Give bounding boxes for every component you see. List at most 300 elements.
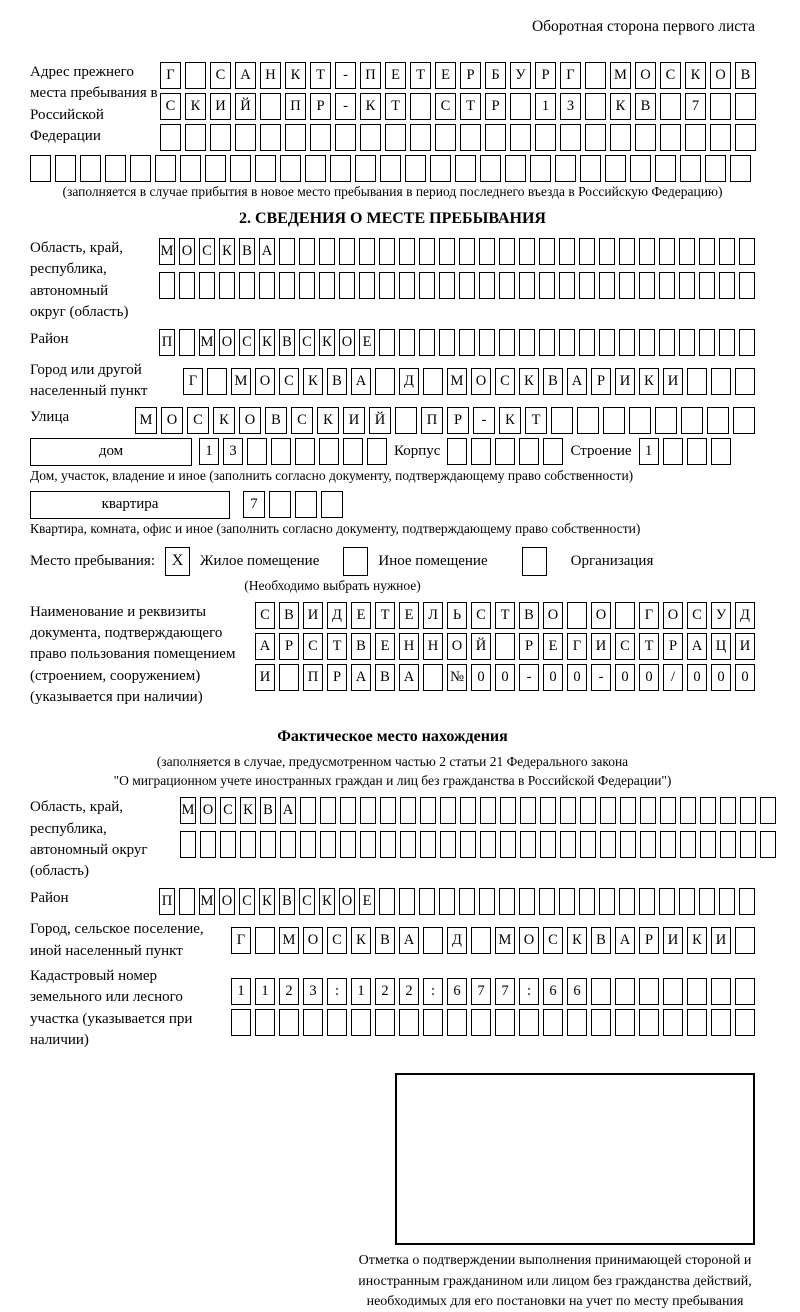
grid-cell[interactable] [680,797,696,824]
grid-cell[interactable] [659,272,675,299]
grid-cell[interactable] [585,62,606,89]
grid-cell[interactable]: Р [591,368,611,395]
grid-cell[interactable]: С [687,602,707,629]
grid-cell[interactable]: В [260,797,276,824]
grid-cell[interactable] [599,238,615,265]
grid-cell[interactable]: А [399,927,419,954]
grid-cell[interactable] [620,797,636,824]
grid-cell[interactable] [710,124,731,151]
grid-cell[interactable]: И [711,927,731,954]
grid-cell[interactable]: Р [460,62,481,89]
grid-cell[interactable] [423,927,443,954]
grid-cell[interactable] [680,831,696,858]
grid-cell[interactable]: Р [535,62,556,89]
grid-cell[interactable] [520,797,536,824]
grid-cell[interactable]: С [660,62,681,89]
grid-cell[interactable]: К [259,888,275,915]
grid-cell[interactable] [247,438,267,465]
grid-cell[interactable]: С [435,93,456,120]
grid-cell[interactable] [499,888,515,915]
grid-cell[interactable] [629,407,651,434]
grid-cell[interactable] [711,368,731,395]
grid-cell[interactable]: М [199,888,215,915]
grid-cell[interactable] [733,407,755,434]
grid-cell[interactable] [540,797,556,824]
grid-cell[interactable] [499,238,515,265]
grid-cell[interactable]: С [220,797,236,824]
grid-cell[interactable]: В [735,62,756,89]
grid-cell[interactable]: П [159,329,175,356]
grid-cell[interactable] [699,272,715,299]
grid-cell[interactable] [580,797,596,824]
grid-cell[interactable]: А [399,664,419,691]
grid-cell[interactable] [599,888,615,915]
grid-cell[interactable] [380,155,401,182]
grid-cell[interactable] [591,978,611,1005]
grid-cell[interactable] [180,155,201,182]
grid-cell[interactable]: Г [231,927,251,954]
grid-cell[interactable] [219,272,235,299]
grid-cell[interactable]: 2 [399,978,419,1005]
grid-cell[interactable] [540,831,556,858]
grid-cell[interactable] [280,831,296,858]
grid-cell[interactable]: Н [423,633,443,660]
grid-cell[interactable]: О [471,368,491,395]
grid-cell[interactable]: 0 [639,664,659,691]
grid-cell[interactable] [447,1009,467,1036]
grid-cell[interactable]: Г [639,602,659,629]
grid-cell[interactable]: Е [543,633,563,660]
grid-cell[interactable]: О [339,329,355,356]
grid-cell[interactable] [685,124,706,151]
grid-cell[interactable] [207,368,227,395]
grid-cell[interactable]: П [285,93,306,120]
grid-cell[interactable]: Р [279,633,299,660]
grid-cell[interactable] [740,797,756,824]
grid-cell[interactable]: С [239,329,255,356]
grid-cell[interactable]: 6 [447,978,467,1005]
grid-cell[interactable]: 0 [471,664,491,691]
grid-cell[interactable]: В [543,368,563,395]
grid-cell[interactable] [620,831,636,858]
grid-cell[interactable] [271,438,291,465]
grid-cell[interactable] [360,831,376,858]
grid-cell[interactable]: : [327,978,347,1005]
grid-cell[interactable] [340,831,356,858]
grid-cell[interactable]: К [351,927,371,954]
grid-cell[interactable] [520,831,536,858]
grid-cell[interactable] [435,124,456,151]
grid-cell[interactable]: С [160,93,181,120]
checkbox-organization[interactable] [522,547,547,576]
grid-cell[interactable]: Р [310,93,331,120]
grid-cell[interactable] [519,238,535,265]
grid-cell[interactable] [351,1009,371,1036]
grid-cell[interactable] [735,978,755,1005]
grid-cell[interactable] [680,155,701,182]
grid-cell[interactable] [460,831,476,858]
grid-cell[interactable]: 0 [711,664,731,691]
grid-cell[interactable]: О [219,329,235,356]
grid-cell[interactable]: Р [447,407,469,434]
grid-cell[interactable] [663,438,683,465]
grid-cell[interactable]: 1 [639,438,659,465]
grid-cell[interactable] [711,438,731,465]
grid-cell[interactable] [199,272,215,299]
grid-cell[interactable] [495,438,515,465]
grid-cell[interactable] [681,407,703,434]
grid-cell[interactable] [615,1009,635,1036]
grid-cell[interactable] [603,407,625,434]
grid-cell[interactable] [279,272,295,299]
grid-cell[interactable]: 0 [495,664,515,691]
grid-cell[interactable]: П [303,664,323,691]
grid-cell[interactable] [600,797,616,824]
grid-cell[interactable]: Е [399,602,419,629]
grid-cell[interactable] [499,272,515,299]
grid-cell[interactable]: К [319,329,335,356]
grid-cell[interactable] [735,927,755,954]
grid-cell[interactable]: Т [460,93,481,120]
grid-cell[interactable] [80,155,101,182]
grid-cell[interactable] [375,368,395,395]
grid-cell[interactable]: 7 [495,978,515,1005]
grid-cell[interactable] [619,238,635,265]
grid-cell[interactable]: С [327,927,347,954]
grid-cell[interactable]: О [635,62,656,89]
grid-cell[interactable] [395,407,417,434]
grid-cell[interactable] [130,155,151,182]
grid-cell[interactable] [439,272,455,299]
grid-cell[interactable] [699,238,715,265]
grid-cell[interactable] [359,272,375,299]
grid-cell[interactable] [255,155,276,182]
grid-cell[interactable]: Б [485,62,506,89]
grid-cell[interactable] [630,155,651,182]
grid-cell[interactable] [255,1009,275,1036]
grid-cell[interactable] [303,1009,323,1036]
grid-cell[interactable]: К [303,368,323,395]
grid-cell[interactable] [459,238,475,265]
grid-cell[interactable] [577,407,599,434]
grid-cell[interactable] [711,978,731,1005]
grid-cell[interactable] [687,1009,707,1036]
grid-cell[interactable] [260,124,281,151]
grid-cell[interactable]: С [299,329,315,356]
grid-cell[interactable] [231,1009,251,1036]
grid-cell[interactable] [705,155,726,182]
grid-cell[interactable]: Ь [447,602,467,629]
grid-cell[interactable] [471,1009,491,1036]
grid-cell[interactable] [585,93,606,120]
grid-cell[interactable] [735,1009,755,1036]
grid-cell[interactable] [179,329,195,356]
grid-cell[interactable] [510,124,531,151]
grid-cell[interactable]: В [635,93,656,120]
grid-cell[interactable] [719,329,735,356]
grid-cell[interactable] [659,238,675,265]
grid-cell[interactable] [735,368,755,395]
grid-cell[interactable]: У [510,62,531,89]
grid-cell[interactable] [423,368,443,395]
grid-cell[interactable]: Е [359,329,375,356]
grid-cell[interactable] [359,238,375,265]
grid-cell[interactable] [380,797,396,824]
grid-cell[interactable]: А [255,633,275,660]
grid-cell[interactable] [579,888,595,915]
grid-cell[interactable] [500,831,516,858]
grid-cell[interactable] [559,888,575,915]
grid-cell[interactable]: А [615,927,635,954]
grid-cell[interactable]: 1 [351,978,371,1005]
grid-cell[interactable] [423,1009,443,1036]
grid-cell[interactable] [635,124,656,151]
grid-cell[interactable] [560,797,576,824]
grid-cell[interactable] [659,888,675,915]
grid-cell[interactable] [639,888,655,915]
grid-cell[interactable] [539,888,555,915]
grid-cell[interactable] [720,831,736,858]
grid-cell[interactable] [379,238,395,265]
grid-cell[interactable]: 0 [567,664,587,691]
grid-cell[interactable] [687,438,707,465]
grid-cell[interactable] [615,602,635,629]
grid-cell[interactable] [399,272,415,299]
grid-cell[interactable]: 3 [223,438,243,465]
grid-cell[interactable] [327,1009,347,1036]
grid-cell[interactable] [660,831,676,858]
grid-cell[interactable]: 1 [231,978,251,1005]
grid-cell[interactable] [559,238,575,265]
grid-cell[interactable]: И [210,93,231,120]
grid-cell[interactable]: Р [519,633,539,660]
grid-cell[interactable] [269,491,291,518]
grid-cell[interactable] [760,831,776,858]
grid-cell[interactable] [619,888,635,915]
grid-cell[interactable]: А [351,368,371,395]
grid-cell[interactable] [105,155,126,182]
grid-cell[interactable]: Г [560,62,581,89]
grid-cell[interactable] [200,831,216,858]
grid-cell[interactable] [279,1009,299,1036]
grid-cell[interactable] [720,797,736,824]
grid-cell[interactable] [580,831,596,858]
grid-cell[interactable] [160,124,181,151]
grid-cell[interactable] [719,272,735,299]
grid-cell[interactable] [479,238,495,265]
grid-cell[interactable] [479,888,495,915]
grid-cell[interactable]: - [519,664,539,691]
grid-cell[interactable] [591,1009,611,1036]
grid-cell[interactable] [543,438,563,465]
grid-cell[interactable]: О [239,407,261,434]
grid-cell[interactable] [659,329,675,356]
grid-cell[interactable]: Г [183,368,203,395]
grid-cell[interactable] [660,797,676,824]
grid-cell[interactable]: А [280,797,296,824]
grid-cell[interactable]: 0 [615,664,635,691]
grid-cell[interactable] [459,888,475,915]
grid-cell[interactable]: П [360,62,381,89]
grid-cell[interactable] [255,927,275,954]
grid-cell[interactable]: 0 [543,664,563,691]
grid-cell[interactable] [739,238,755,265]
grid-cell[interactable] [240,831,256,858]
grid-cell[interactable] [459,329,475,356]
grid-cell[interactable]: Й [235,93,256,120]
grid-cell[interactable]: О [303,927,323,954]
grid-cell[interactable] [679,238,695,265]
grid-cell[interactable] [585,124,606,151]
grid-cell[interactable]: А [351,664,371,691]
grid-cell[interactable] [479,329,495,356]
grid-cell[interactable] [159,272,175,299]
grid-cell[interactable]: О [519,927,539,954]
grid-cell[interactable]: С [279,368,299,395]
grid-cell[interactable]: М [180,797,196,824]
grid-cell[interactable] [679,272,695,299]
grid-cell[interactable]: 3 [303,978,323,1005]
grid-cell[interactable] [679,329,695,356]
grid-cell[interactable]: Р [485,93,506,120]
grid-cell[interactable]: О [255,368,275,395]
grid-cell[interactable]: К [610,93,631,120]
grid-cell[interactable] [700,831,716,858]
grid-cell[interactable] [419,272,435,299]
grid-cell[interactable]: Д [447,927,467,954]
grid-cell[interactable] [330,155,351,182]
grid-cell[interactable]: О [339,888,355,915]
grid-cell[interactable] [555,155,576,182]
grid-cell[interactable] [480,155,501,182]
grid-cell[interactable]: И [591,633,611,660]
grid-cell[interactable]: П [421,407,443,434]
grid-cell[interactable] [500,797,516,824]
grid-cell[interactable]: В [519,602,539,629]
grid-cell[interactable] [439,238,455,265]
grid-cell[interactable] [610,124,631,151]
grid-cell[interactable]: 6 [567,978,587,1005]
grid-cell[interactable]: О [710,62,731,89]
grid-cell[interactable] [639,978,659,1005]
grid-cell[interactable] [319,438,339,465]
grid-cell[interactable] [430,155,451,182]
grid-cell[interactable]: О [219,888,235,915]
grid-cell[interactable] [579,238,595,265]
grid-cell[interactable]: О [543,602,563,629]
grid-cell[interactable]: А [235,62,256,89]
grid-cell[interactable]: С [210,62,231,89]
grid-cell[interactable] [320,831,336,858]
grid-cell[interactable] [480,797,496,824]
grid-cell[interactable] [479,272,495,299]
grid-cell[interactable]: К [240,797,256,824]
grid-cell[interactable]: - [591,664,611,691]
grid-cell[interactable] [423,664,443,691]
grid-cell[interactable]: 0 [687,664,707,691]
grid-cell[interactable]: У [711,602,731,629]
grid-cell[interactable] [739,272,755,299]
grid-cell[interactable] [205,155,226,182]
grid-cell[interactable] [367,438,387,465]
grid-cell[interactable]: К [319,888,335,915]
grid-cell[interactable] [551,407,573,434]
grid-cell[interactable] [700,797,716,824]
grid-cell[interactable]: А [567,368,587,395]
grid-cell[interactable] [400,797,416,824]
grid-cell[interactable]: В [375,664,395,691]
grid-cell[interactable]: М [135,407,157,434]
grid-cell[interactable]: С [495,368,515,395]
grid-cell[interactable] [471,438,491,465]
grid-cell[interactable]: С [239,888,255,915]
grid-cell[interactable]: Е [375,633,395,660]
grid-cell[interactable] [740,831,756,858]
grid-cell[interactable]: Л [423,602,443,629]
grid-cell[interactable] [379,329,395,356]
grid-cell[interactable]: С [291,407,313,434]
grid-cell[interactable]: В [279,888,295,915]
grid-cell[interactable] [730,155,751,182]
grid-cell[interactable] [735,124,756,151]
grid-cell[interactable]: / [663,664,683,691]
grid-cell[interactable] [360,124,381,151]
grid-cell[interactable] [687,368,707,395]
grid-cell[interactable] [639,238,655,265]
grid-cell[interactable]: 2 [375,978,395,1005]
grid-cell[interactable] [339,238,355,265]
grid-cell[interactable]: Ц [711,633,731,660]
grid-cell[interactable] [419,329,435,356]
grid-cell[interactable]: 7 [471,978,491,1005]
grid-cell[interactable] [660,93,681,120]
grid-cell[interactable] [410,124,431,151]
grid-cell[interactable] [519,1009,539,1036]
grid-cell[interactable] [640,831,656,858]
grid-cell[interactable] [760,797,776,824]
grid-cell[interactable]: К [519,368,539,395]
grid-cell[interactable]: С [255,602,275,629]
grid-cell[interactable] [739,888,755,915]
grid-cell[interactable]: А [687,633,707,660]
grid-cell[interactable]: К [285,62,306,89]
grid-cell[interactable] [399,329,415,356]
grid-cell[interactable] [535,124,556,151]
grid-cell[interactable]: В [375,927,395,954]
grid-cell[interactable] [439,329,455,356]
grid-cell[interactable] [543,1009,563,1036]
grid-cell[interactable] [460,797,476,824]
grid-cell[interactable] [600,831,616,858]
grid-cell[interactable]: Н [399,633,419,660]
grid-cell[interactable] [707,407,729,434]
grid-cell[interactable]: Д [735,602,755,629]
grid-cell[interactable] [400,831,416,858]
grid-cell[interactable] [655,407,677,434]
grid-cell[interactable]: Т [410,62,431,89]
grid-cell[interactable] [180,831,196,858]
grid-cell[interactable] [639,1009,659,1036]
grid-cell[interactable]: С [303,633,323,660]
grid-cell[interactable]: 1 [535,93,556,120]
grid-cell[interactable] [305,155,326,182]
grid-cell[interactable]: № [447,664,467,691]
grid-cell[interactable] [510,93,531,120]
grid-cell[interactable] [679,888,695,915]
grid-cell[interactable]: К [360,93,381,120]
grid-cell[interactable]: - [335,93,356,120]
grid-cell[interactable] [405,155,426,182]
